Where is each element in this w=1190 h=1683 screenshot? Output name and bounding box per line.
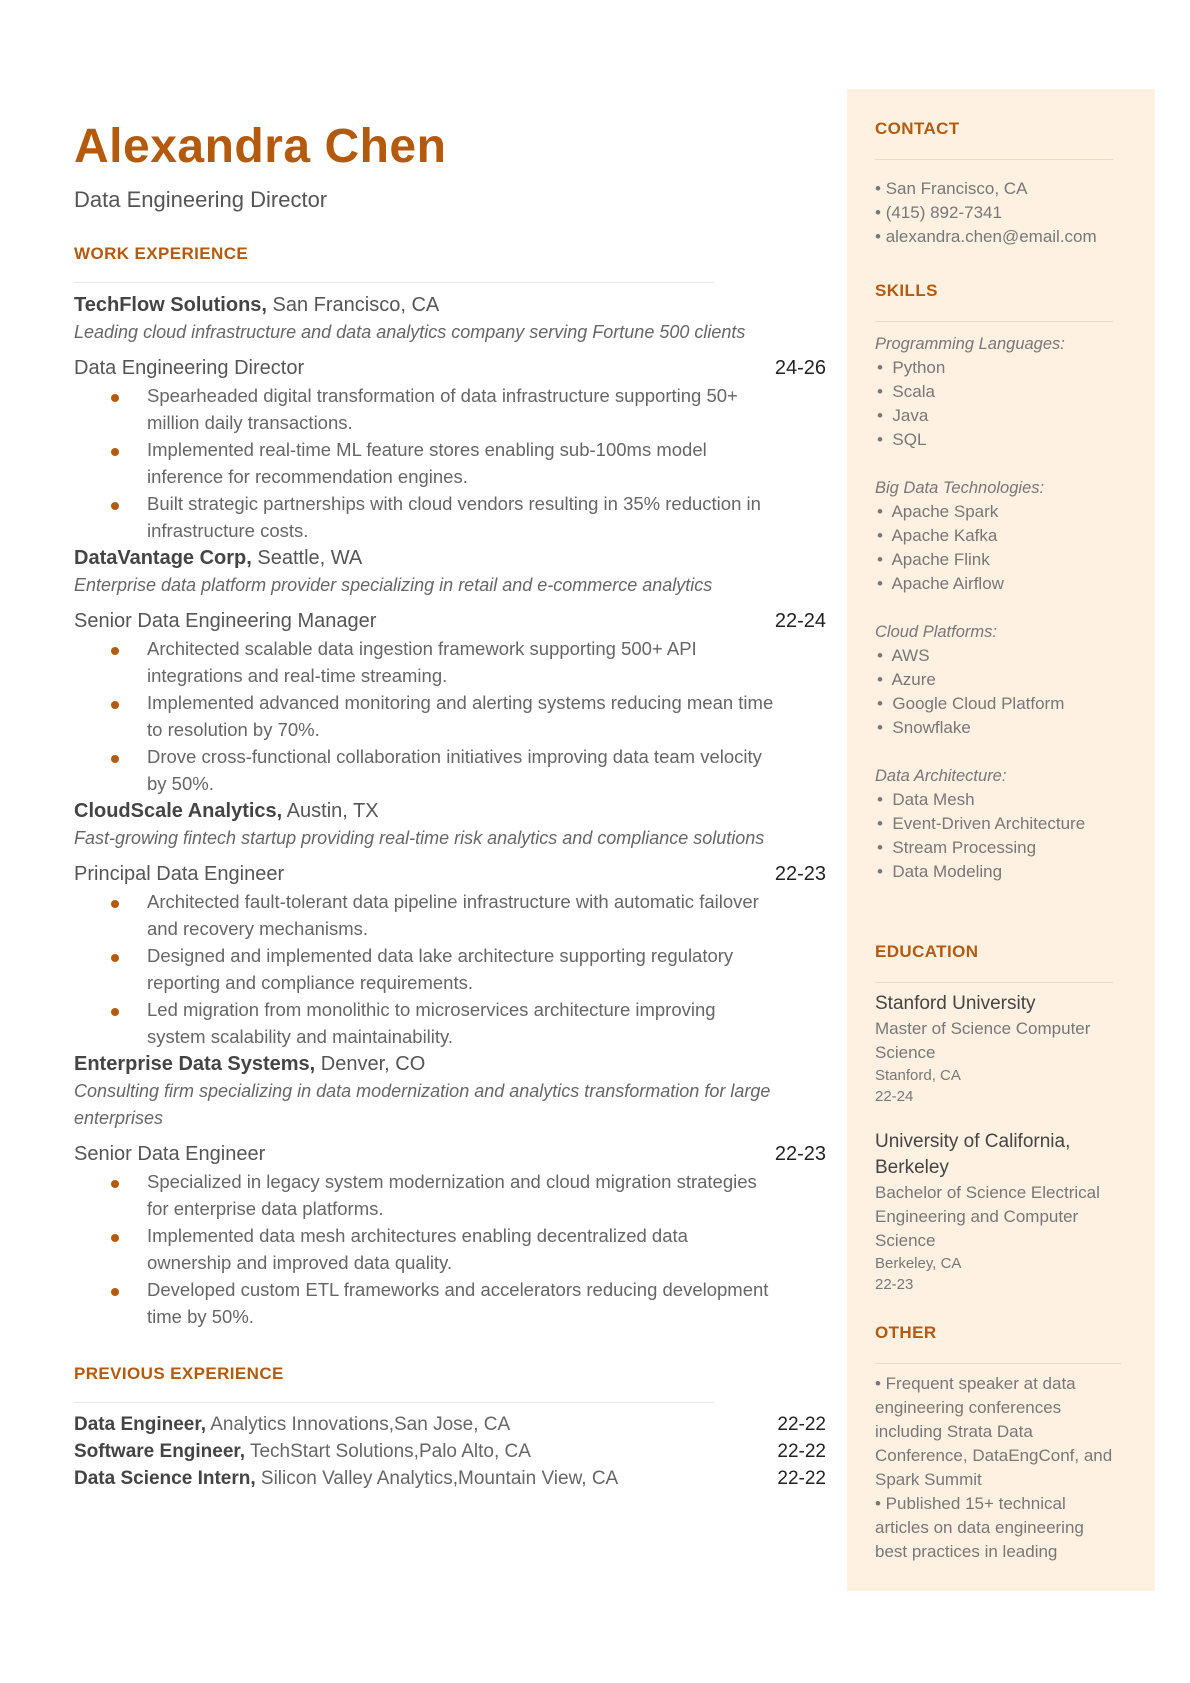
skill-item: • Snowflake <box>877 718 971 737</box>
previous-experience-section <box>74 1364 826 1492</box>
section-heading-previous: PREVIOUS EXPERIENCE <box>74 1364 284 1383</box>
job-bullets <box>74 888 826 1050</box>
job-bullets <box>74 1168 826 1330</box>
skill-item: • Apache Kafka <box>877 526 998 545</box>
job-entry <box>74 544 826 797</box>
education-dates: 22-23 <box>875 1276 914 1293</box>
section-divider <box>74 282 714 283</box>
previous-role-row: Data Science Intern, Silicon Valley Analytics,Mountain View, CA 22-22 <box>74 1468 826 1489</box>
other-text-line: Conference, DataEngConf, and <box>875 1446 1113 1465</box>
skill-item: • Event-Driven Architecture <box>877 814 1086 833</box>
other-text-line: engineering conferences <box>875 1398 1062 1417</box>
section-heading-other: OTHER <box>875 1323 937 1342</box>
skill-group <box>875 620 1145 740</box>
other-text-line: • Frequent speaker at data <box>875 1374 1076 1393</box>
work-experience-section <box>74 244 826 1330</box>
job-dates: 22-23 <box>774 1143 826 1165</box>
education-location: Stanford, CA <box>875 1067 961 1084</box>
job-dates: 24-26 <box>774 357 826 379</box>
skill-item: • Apache Spark <box>877 502 999 521</box>
education-degree: Master of Science Computer Science <box>875 1019 1091 1062</box>
skill-item: • Stream Processing <box>877 838 1037 857</box>
bullet-dot-icon <box>111 1180 119 1188</box>
job-bullets <box>74 382 826 544</box>
job-bullet: Specialized in legacy system modernization and cloud migration strategies for enterprise data platforms. <box>74 1168 826 1222</box>
skill-group <box>875 764 1145 884</box>
section-heading-education: EDUCATION <box>875 942 979 961</box>
skill-group <box>875 476 1145 596</box>
job-bullet: Led migration from monolithic to microservices architecture improving system scalability and maintainability. <box>74 996 826 1050</box>
bullet-dot-icon <box>111 502 119 510</box>
section-divider <box>875 982 1113 983</box>
job-bullet: Architected fault-tolerant data pipeline infrastructure with automatic failover and recovery mechanisms. <box>74 888 826 942</box>
section-divider <box>875 1363 1121 1364</box>
previous-role-row: Data Engineer, Analytics Innovations,San Jose, CA 22-22 <box>74 1414 826 1435</box>
section-divider <box>875 321 1113 322</box>
section-heading-skills: SKILLS <box>875 281 938 300</box>
contact-section <box>875 119 1145 249</box>
other-text-line: best practices in leading <box>875 1542 1058 1561</box>
education-section <box>875 942 1145 1295</box>
bullet-dot-icon <box>111 954 119 962</box>
job-company-description: Leading cloud infrastructure and data analytics company serving Fortune 500 clients <box>74 322 746 342</box>
job-company: Enterprise Data Systems, Denver, CO <box>74 1053 426 1075</box>
section-divider <box>875 159 1113 160</box>
education-dates: 22-24 <box>875 1088 914 1105</box>
job-company: DataVantage Corp, Seattle, WA <box>74 547 363 569</box>
bullet-dot-icon <box>111 1008 119 1016</box>
other-text-line: Spark Summit <box>875 1470 982 1489</box>
skill-category: Programming Languages: <box>875 335 1065 353</box>
job-company-description: Enterprise data platform provider specializing in retail and e-commerce analytics <box>74 575 713 595</box>
other-text-line: articles on data engineering <box>875 1518 1084 1537</box>
job-bullet: Developed custom ETL frameworks and accelerators reducing development time by 50%. <box>74 1276 826 1330</box>
skill-category: Cloud Platforms: <box>875 623 997 641</box>
education-school: University of California, Berkeley <box>875 1131 1071 1178</box>
skill-category: Big Data Technologies: <box>875 479 1045 497</box>
section-heading-work: WORK EXPERIENCE <box>74 244 249 263</box>
skills-section <box>875 281 1145 884</box>
skill-item: • Azure <box>877 670 936 689</box>
skill-item: • Apache Flink <box>877 550 990 569</box>
job-company-description: Fast-growing fintech startup providing real-time risk analytics and compliance solutions <box>74 828 765 848</box>
skill-group <box>875 332 1145 452</box>
bullet-dot-icon <box>111 701 119 709</box>
education-school: Stanford University <box>875 993 1036 1014</box>
bullet-dot-icon <box>111 1288 119 1296</box>
section-heading-contact: CONTACT <box>875 119 960 138</box>
skill-category: Data Architecture: <box>875 767 1007 785</box>
education-location: Berkeley, CA <box>875 1255 962 1272</box>
bullet-dot-icon <box>111 448 119 456</box>
job-role: Senior Data Engineer <box>74 1143 266 1165</box>
job-role: Principal Data Engineer <box>74 863 285 885</box>
other-section <box>875 1323 1145 1564</box>
job-role-row <box>74 607 826 635</box>
bullet-dot-icon <box>111 647 119 655</box>
candidate-name: Alexandra Chen <box>74 120 447 173</box>
skill-item: • Scala <box>877 382 935 401</box>
candidate-title: Data Engineering Director <box>74 187 328 212</box>
contact-phone: • (415) 892-7341 <box>875 203 1002 222</box>
education-degree: Bachelor of Science Electrical Engineering and Computer Science <box>875 1183 1100 1250</box>
skill-item: • Data Modeling <box>877 862 1003 881</box>
other-text-line: including Strata Data <box>875 1422 1033 1441</box>
job-bullet: Implemented real-time ML feature stores enabling sub-100ms model inference for recommendation engines. <box>74 436 826 490</box>
other-text-line: • Published 15+ technical <box>875 1494 1066 1513</box>
job-entry <box>74 291 826 544</box>
job-company-description: Consulting firm specializing in data modernization and analytics transformation for large enterprises <box>74 1081 771 1128</box>
job-bullet: Designed and implemented data lake architecture supporting regulatory reporting and compliance requirements. <box>74 942 826 996</box>
section-divider <box>74 1402 714 1403</box>
bullet-dot-icon <box>111 394 119 402</box>
job-role: Senior Data Engineering Manager <box>74 610 377 632</box>
job-bullet: Architected scalable data ingestion framework supporting 500+ API integrations and real-time streaming. <box>74 635 826 689</box>
job-role-row <box>74 354 826 382</box>
job-role-row <box>74 1140 826 1168</box>
job-bullet: Built strategic partnerships with cloud vendors resulting in 35% reduction in infrastructure costs. <box>74 490 826 544</box>
skill-item: • AWS <box>877 646 930 665</box>
job-company: CloudScale Analytics, Austin, TX <box>74 800 379 822</box>
education-entry <box>875 991 1113 1107</box>
bullet-dot-icon <box>111 1234 119 1242</box>
job-dates: 22-24 <box>774 610 826 632</box>
skill-item: • SQL <box>877 430 927 449</box>
bullet-dot-icon <box>111 755 119 763</box>
bullet-dot-icon <box>111 900 119 908</box>
job-role-row <box>74 860 826 888</box>
job-dates: 22-23 <box>774 863 826 885</box>
job-bullet: Spearheaded digital transformation of data infrastructure supporting 50+ million daily transactions. <box>74 382 826 436</box>
skill-item: • Apache Airflow <box>877 574 1004 593</box>
skill-item: • Google Cloud Platform <box>877 694 1065 713</box>
main-column <box>74 118 826 1492</box>
skill-item: • Java <box>877 406 929 425</box>
job-role: Data Engineering Director <box>74 357 305 379</box>
job-bullet: Drove cross-functional collaboration initiatives improving data team velocity by 50%. <box>74 743 826 797</box>
job-entry <box>74 797 826 1050</box>
job-bullets <box>74 635 826 797</box>
skill-item: • Python <box>877 358 946 377</box>
job-company: TechFlow Solutions, San Francisco, CA <box>74 294 440 316</box>
education-entry <box>875 1129 1113 1295</box>
previous-role-row: Software Engineer, TechStart Solutions,Palo Alto, CA 22-22 <box>74 1441 826 1462</box>
skill-item: • Data Mesh <box>877 790 975 809</box>
job-bullet: Implemented advanced monitoring and alerting systems reducing mean time to resolution by 70%. <box>74 689 826 743</box>
job-entry <box>74 1050 826 1330</box>
contact-email: • alexandra.chen@email.com <box>875 227 1097 246</box>
job-bullet: Implemented data mesh architectures enabling decentralized data ownership and improved data quality. <box>74 1222 826 1276</box>
contact-location: • San Francisco, CA <box>875 179 1028 198</box>
sidebar <box>847 89 1155 1591</box>
